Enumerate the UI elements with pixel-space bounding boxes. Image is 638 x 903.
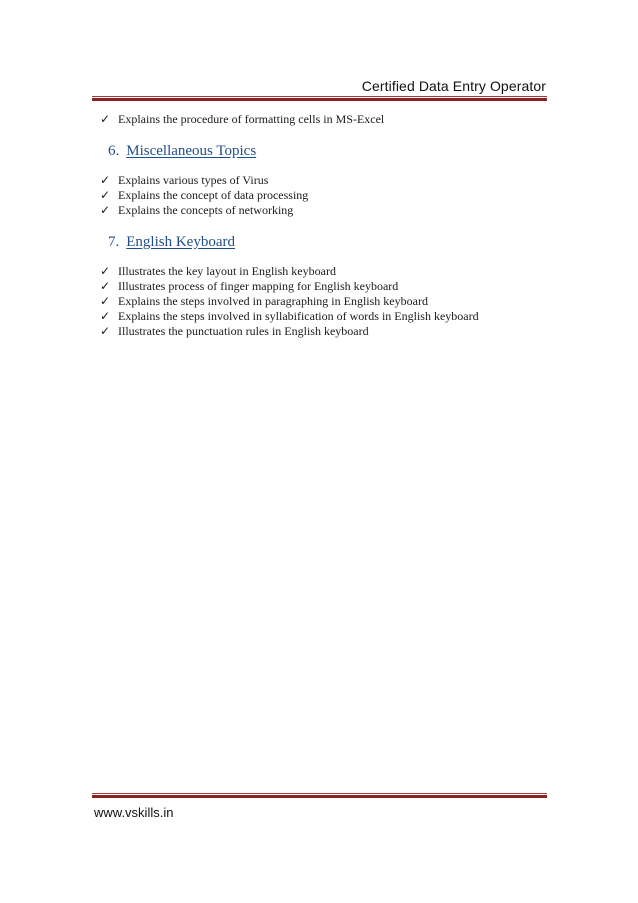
list-item-text: Illustrates the punctuation rules in English keyboard: [118, 324, 369, 338]
check-icon: ✓: [100, 294, 111, 308]
list-item-text: Explains various types of Virus: [118, 173, 269, 187]
list-item-text: Explains the concepts of networking: [118, 203, 294, 217]
list-item: [100, 203, 540, 218]
list-item-text: Explains the procedure of formatting cells in MS-Excel: [118, 112, 385, 126]
check-icon: ✓: [100, 309, 111, 323]
check-icon: ✓: [100, 112, 111, 126]
check-icon: ✓: [100, 188, 111, 202]
check-icon: ✓: [100, 203, 111, 217]
check-icon: ✓: [100, 324, 111, 338]
list-item-text: Illustrates process of finger mapping for English keyboard: [118, 279, 399, 293]
section-title: Miscellaneous Topics: [126, 143, 257, 159]
list-item: [100, 188, 540, 203]
list-item: [100, 294, 540, 309]
footer-divider: [92, 793, 547, 798]
section-heading: [108, 143, 540, 160]
section-number: 6.: [108, 143, 120, 159]
list-item: [100, 264, 540, 279]
list-item-text: Explains the concept of data processing: [118, 188, 309, 202]
list-item-text: Explains the steps involved in syllabification of words in English keyboard: [118, 309, 479, 323]
list-item: [100, 173, 540, 188]
section-title: English Keyboard: [126, 234, 235, 250]
section-number: 7.: [108, 234, 120, 250]
list-item: [100, 324, 540, 339]
check-icon: ✓: [100, 264, 111, 278]
page-header-title: Certified Data Entry Operator: [361, 78, 546, 94]
section-heading: [108, 234, 540, 251]
list-item: [100, 112, 540, 127]
list-item-text: Explains the steps involved in paragraphing in English keyboard: [118, 294, 428, 308]
check-icon: ✓: [100, 279, 111, 293]
header-divider: [92, 96, 547, 101]
check-icon: ✓: [100, 173, 111, 187]
list-item: [100, 279, 540, 294]
list-item: [100, 309, 540, 324]
main-content: [100, 112, 540, 339]
footer-url: www.vskills.in: [94, 805, 174, 820]
list-item-text: Illustrates the key layout in English keyboard: [118, 264, 336, 278]
